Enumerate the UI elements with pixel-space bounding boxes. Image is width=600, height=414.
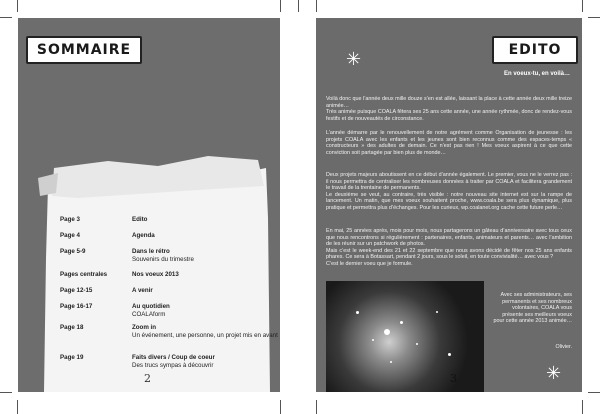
crop-mark (17, 400, 18, 414)
page-number: 2 (144, 372, 151, 385)
toc-title: Nos voeux 2013 (132, 271, 179, 278)
toc-page: Page 18 (60, 324, 84, 331)
crop-mark (0, 392, 12, 393)
edito-paragraph: En mai, 25 années après, mois pour mois, nous partagerons un gâteau d’anniversaire avec tous ceux que nous rencontrons si régulièrement : partenaires, enfants, animateurs et parents… avec l’ambition de les réunir sur un patchwork de photos. Mais c’est le week-end des 21 et 22 septembre que nous avons décidé de fêter nos 25 ans enfants phares. Ce sera à Botassart, pendant 2 jours, sous le soleil, en toute convivialité… avec vous ? C’est le dernier voeu que je formule. (326, 228, 572, 267)
toc-title: Agenda (132, 232, 155, 239)
toc-title: Zoom in (132, 324, 157, 331)
crop-mark (17, 0, 18, 12)
crop-mark (588, 17, 600, 18)
crop-mark (0, 17, 12, 18)
crop-mark (588, 392, 600, 393)
edito-paragraph: Deux projets majeurs aboutissent en ce début d’année également. Le premier, vous ne le verrez pas : il nous permettra de centraliser les nombreuses données à traiter par COALA et facilitera grandement le travail de la trentaine de permanents. Le deuxième se veut, au contraire, très visible : notre nouveau site internet est sur la rampe de lancement. Un matin, que mes voeux souhaitent proche, www.coala.be sera plus dynamique, plus pratique et permettra plus d’échanges. Pour les curieux, wp.coalanet.org cache cette future perle… (326, 172, 572, 211)
toc-page: Page 12-15 (60, 287, 93, 294)
sparkle (390, 361, 392, 363)
toc-subtitle: Des trucs sympas à découvrir (132, 361, 214, 369)
page-number: 3 (450, 372, 457, 385)
toc-title: Faits divers / Coup de coeur (132, 354, 215, 361)
fireworks-photo (326, 281, 484, 392)
toc-page: Pages centrales (60, 271, 108, 278)
star-icon: ✳ (346, 49, 362, 69)
crop-mark (316, 0, 317, 12)
edito-paragraph: L’année démarre par le renouvellement de notre agrément comme Organisation de jeunesse : les projets COALA avec les enfants et les jeunes sont bien reconnus comme des espaces-temps « constructeurs » des adultes de demain. Ce n’est pas rien ! Mes voeux aspirent à ce que cette conviction soit partagée par bien plus de monde… (326, 130, 572, 156)
crop-mark (582, 0, 583, 12)
toc-title: Edito (132, 216, 148, 223)
sparkle (356, 311, 359, 314)
crop-mark (298, 0, 299, 12)
edito-subheading: En voeux-tu, en voilà… (503, 71, 570, 77)
toc-subtitle: COALAform (132, 310, 166, 318)
right-page (316, 18, 582, 392)
toc-title: A venir (132, 287, 153, 294)
signature: Olivier. (555, 344, 572, 350)
crop-mark (582, 400, 583, 414)
toc-subtitle: Un événement, une personne, un projet mis en avant (132, 331, 278, 339)
sparkle (384, 329, 390, 335)
sparkle (372, 339, 374, 341)
edito-paragraph: Voilà donc que l’année deux mille douze s’en est allée, laissant la place à cette année deux mille treize animée… Très animée puisque COALA fêtera ses 25 ans cette année, une année rythmée, donc de rendez-vous festifs et de nouveautés de circonstance. (326, 96, 572, 122)
toc-title: Dans le rétro (132, 248, 170, 255)
toc-title: Au quotidien (132, 303, 170, 310)
toc-page: Page 16-17 (60, 303, 93, 310)
sparkle (416, 343, 418, 345)
star-icon: ✳ (546, 363, 562, 383)
sparkle (436, 311, 438, 313)
toc-page: Page 19 (60, 354, 84, 361)
toc-page: Page 3 (60, 216, 80, 223)
toc-page: Page 4 (60, 232, 80, 239)
crop-mark (280, 400, 281, 414)
sparkle (400, 321, 403, 324)
closing-text: Avec ses administrateurs, ses permanents et ses nombreux volontaires, COALA vous présente ses meilleurs voeux pour cette année 2013 animée… (493, 292, 572, 325)
crop-mark (280, 0, 281, 12)
toc-page: Page 5-9 (60, 248, 86, 255)
left-page (18, 18, 280, 392)
crop-mark (316, 400, 317, 414)
page-title: SOMMAIRE (26, 36, 142, 64)
page-title: EDITO (492, 36, 578, 64)
toc-subtitle: Souvenirs du trimestre (132, 255, 194, 263)
sparkle (448, 353, 451, 356)
